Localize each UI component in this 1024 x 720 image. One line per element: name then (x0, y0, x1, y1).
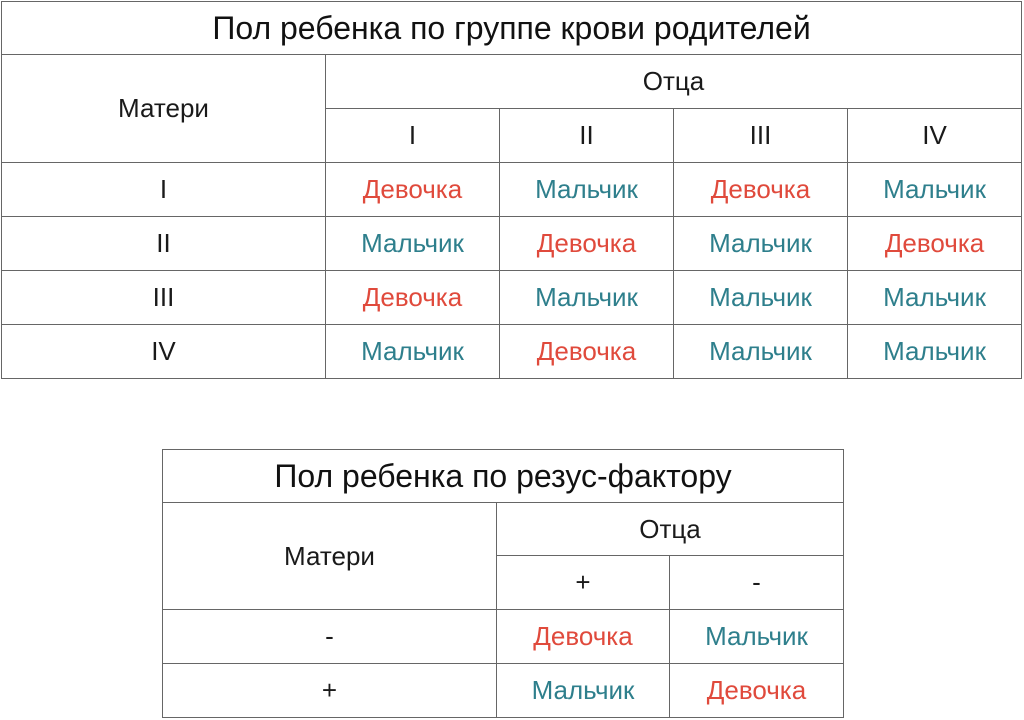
table-row (2, 217, 1022, 271)
result-cell: Мальчик (497, 664, 670, 718)
result-cell: Мальчик (848, 271, 1022, 325)
result-cell: Девочка (497, 610, 670, 664)
result-cell: Девочка (500, 325, 674, 379)
rh-table-title: Пол ребенка по резус-фактору (163, 450, 844, 503)
father-group-header: IV (848, 109, 1022, 163)
result-cell: Девочка (670, 664, 844, 718)
mother-group-label: I (2, 163, 326, 217)
table-row (163, 610, 844, 664)
result-cell: Девочка (326, 163, 500, 217)
result-cell: Мальчик (670, 610, 844, 664)
table-row (2, 325, 1022, 379)
result-cell: Мальчик (674, 325, 848, 379)
table-row (2, 271, 1022, 325)
result-cell: Мальчик (500, 163, 674, 217)
mother-group-label: II (2, 217, 326, 271)
father-group-header: I (326, 109, 500, 163)
result-cell: Мальчик (326, 217, 500, 271)
table-row (163, 664, 844, 718)
blood-table-title: Пол ребенка по группе крови родителей (2, 2, 1022, 55)
result-cell: Девочка (326, 271, 500, 325)
father-header: Отца (326, 55, 1022, 109)
mother-header: Матери (2, 55, 326, 163)
result-cell: Мальчик (674, 217, 848, 271)
result-cell: Девочка (848, 217, 1022, 271)
result-cell: Мальчик (326, 325, 500, 379)
father-header: Отца (497, 503, 844, 556)
result-cell: Мальчик (848, 163, 1022, 217)
mother-group-label: III (2, 271, 326, 325)
result-cell: Мальчик (848, 325, 1022, 379)
table-row (2, 163, 1022, 217)
rh-factor-table (162, 449, 844, 718)
mother-factor-label: - (163, 610, 497, 664)
result-cell: Девочка (674, 163, 848, 217)
mother-factor-label: + (163, 664, 497, 718)
blood-group-table (1, 1, 1022, 379)
father-factor-header: + (497, 556, 670, 610)
result-cell: Мальчик (500, 271, 674, 325)
mother-group-label: IV (2, 325, 326, 379)
result-cell: Девочка (500, 217, 674, 271)
father-group-header: II (500, 109, 674, 163)
father-factor-header: - (670, 556, 844, 610)
result-cell: Мальчик (674, 271, 848, 325)
mother-header: Матери (163, 503, 497, 610)
father-group-header: III (674, 109, 848, 163)
